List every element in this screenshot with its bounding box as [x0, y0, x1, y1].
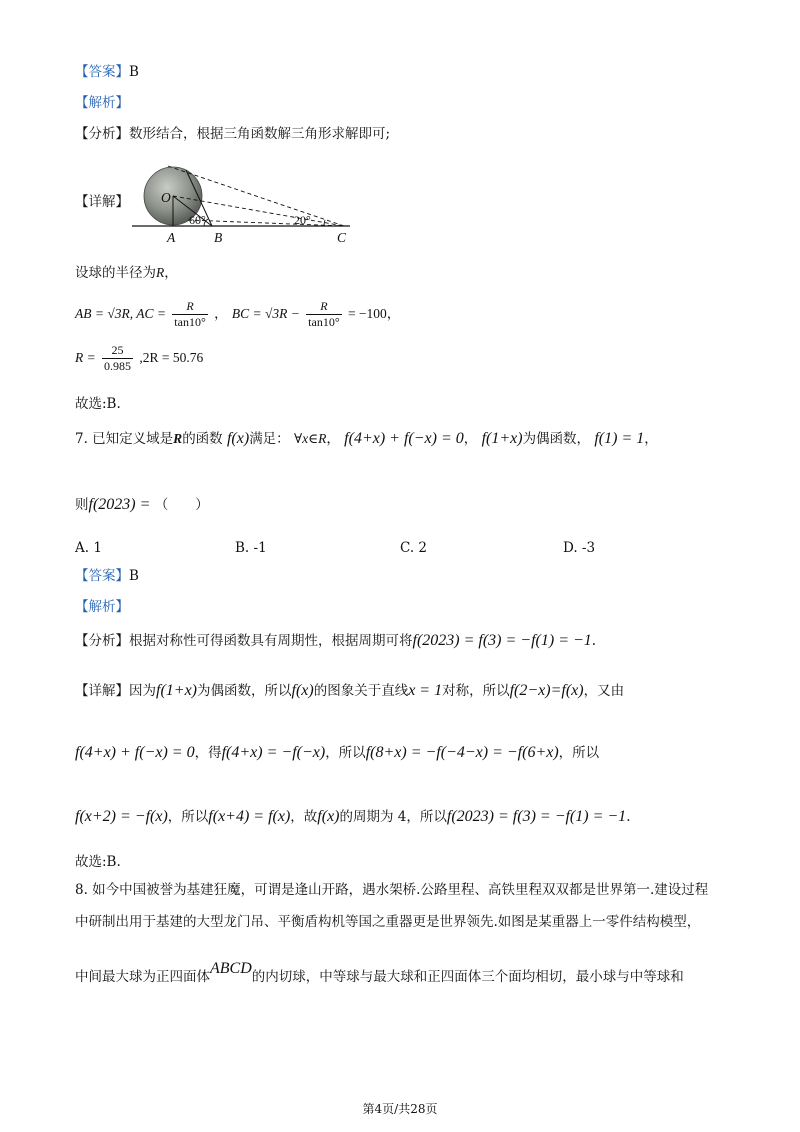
q7-comma3: ， [644, 431, 658, 447]
q7-fn-word: 的函数 [182, 431, 223, 447]
q7-fenxi-line [75, 628, 596, 654]
q8-line-2: 中研制出用于基建的大型龙门吊、平衡盾构机等国之重器更是世界领先.如图是某重器上一零件结构模型， [75, 914, 701, 930]
answer-line [75, 62, 139, 82]
fenxi-text: 数形结合，根据三角函数解三角形求解即可; [129, 126, 391, 142]
analysis-tag: 【解析】 [75, 95, 129, 111]
q7-fenxi-tag: 【分析】 [75, 633, 129, 649]
q7-fenxi-expr: f(2023) = f(3) = −f(1) = −1 [412, 632, 592, 649]
q7-option-c: C. 2 [400, 540, 428, 556]
q7-ask-prefix: 则 [75, 497, 89, 513]
q7-d2-c: f(4+x) = −f(−x) [221, 744, 326, 761]
q7-eq1: f(4+x) + f(−x) = 0 [344, 430, 464, 447]
q7-d2-b: ，得 [194, 745, 222, 761]
q7-d2-a: f(4+x) + f(−x) = 0 [75, 744, 195, 761]
radius-var: R [156, 265, 165, 280]
page-footer: 第4页/共28页 [362, 1102, 438, 1116]
q8-line3-a: 中间最大球为正四面体 [75, 969, 210, 985]
eq1-frac2-num: R [306, 299, 341, 315]
q7-d1-a: 因为 [129, 683, 156, 699]
q7-answer-value: B [129, 568, 139, 584]
q7-detail-3 [75, 804, 630, 830]
q7-d1-i: ，又由 [583, 683, 625, 699]
label-angle-20: 20° [294, 213, 311, 227]
label-angle-60: 60° [189, 213, 206, 227]
eq1-tail: = −100， [347, 306, 401, 321]
q8-line-3 [75, 962, 684, 992]
q7-d3-a: f(x+2) = −f(x) [75, 808, 168, 825]
q7-ask-paren: （ ） [154, 497, 209, 513]
equation-1 [75, 298, 400, 330]
q7-d1-b: f(1+x) [156, 682, 197, 699]
q7-d1-h: f(2−x)=f(x) [509, 682, 584, 699]
eq1-frac-num: R [172, 299, 207, 315]
q7-satisfy: 满足： [249, 431, 290, 447]
q7-answer-tag: 【答案】 [75, 568, 129, 584]
eq1-bc: BC = √3R − [231, 306, 300, 321]
q7-option-a: A. 1 [75, 540, 102, 556]
q7-d1-f: x = 1 [408, 682, 443, 699]
q7-d1-e: 的图象关于直线 [313, 683, 409, 699]
q7-d1-d: f(x) [291, 682, 314, 699]
q7-option-b: B. -1 [235, 540, 267, 556]
fenxi-line [75, 124, 390, 144]
radius-line-text [75, 263, 178, 283]
q7-stem-prefix: 7. 已知定义域是 [75, 431, 174, 447]
q7-d3-g: f(2023) = f(3) = −f(1) = −1 [446, 808, 627, 825]
q7-fx: f(x) [226, 430, 250, 447]
eq1-frac2-den: tan10° [308, 315, 340, 329]
answer-tag: 【答案】 [75, 64, 129, 80]
q7-d2-e: f(8+x) = −f(−4−x) = −f(6+x) [365, 744, 559, 761]
label-c: C [337, 230, 347, 245]
q7-detail-1 [75, 678, 624, 704]
eq2-tail: ,2R = 50.76 [139, 350, 204, 365]
eq1-frac-den: tan10° [174, 315, 206, 329]
answer-value: B [129, 64, 139, 80]
q7-d1-c: 为偶函数，所以 [197, 683, 292, 699]
label-o: O [161, 190, 171, 205]
q7-choose: 故选:B. [75, 854, 121, 870]
eq1-ab: AB = √3R, AC = [75, 306, 166, 321]
eq2-frac [102, 343, 133, 374]
eq1-frac2 [306, 299, 341, 330]
q7-d3-h: . [626, 809, 631, 825]
q7-answer-line [75, 566, 139, 586]
q7-fenxi-text: 根据对称性可得函数具有周期性，根据周期可将 [129, 633, 413, 649]
q7-ask-expr: f(2023) = [88, 496, 151, 513]
fenxi-tag: 【分析】 [75, 126, 129, 142]
q8-line-1: 8. 如今中国被誉为基建狂魔，可谓是逢山开路，遇水架桥.公路里程、高铁里程双双都是世界第一.建设过程 [75, 882, 709, 898]
q7-even: 为偶函数， [522, 431, 591, 447]
q7-domain: R [173, 431, 183, 446]
q7-d2-f: ，所以 [558, 745, 600, 761]
radius-suffix: ， [164, 265, 178, 281]
q7-d3-c: f(x+4) = f(x) [208, 808, 291, 825]
eq2-den: 0.985 [104, 359, 132, 373]
q7-d3-f: 的周期为 4，所以 [339, 809, 447, 825]
equation-2 [75, 342, 203, 374]
q7-d2-d: ，所以 [325, 745, 366, 761]
eq2-num: 25 [102, 343, 133, 359]
label-a: A [167, 230, 176, 245]
q7-d3-b: ，所以 [167, 809, 209, 825]
q6-choose: 故选:B. [75, 396, 121, 412]
q7-stem [75, 426, 658, 452]
q7-d1-g: 对称，所以 [442, 683, 510, 699]
eq1-frac [172, 299, 207, 330]
q7-detail-tag: 【详解】 [75, 683, 129, 699]
q7-eq2: f(1+x) [481, 430, 523, 447]
q7-fenxi-end: . [591, 633, 597, 649]
q7-analysis-tag: 【解析】 [75, 599, 129, 615]
q8-tetrahedron-label: ABCD [210, 960, 252, 977]
radius-prefix: 设球的半径为 [75, 265, 156, 281]
q7-detail-2 [75, 740, 599, 766]
q7-d3-e: f(x) [317, 808, 340, 825]
q7-option-d: D. -3 [563, 540, 596, 556]
label-b: B [214, 230, 223, 245]
q7-ask [75, 492, 209, 518]
eq1-sep: ， [214, 306, 228, 322]
q7-comma2: ， [463, 431, 478, 447]
q7-eq3: f(1) = 1 [594, 430, 645, 447]
detail-tag: 【详解】 [75, 194, 129, 210]
q7-d3-d: ，故 [290, 809, 318, 825]
q8-line3-c: 的内切球，中等球与最大球和正四面体三个面均相切，最小球与中等球和 [251, 969, 684, 985]
eq2-r: R = [75, 350, 96, 365]
q7-comma1: ， [326, 431, 340, 447]
q7-forall: ∀x∈R [293, 431, 327, 446]
